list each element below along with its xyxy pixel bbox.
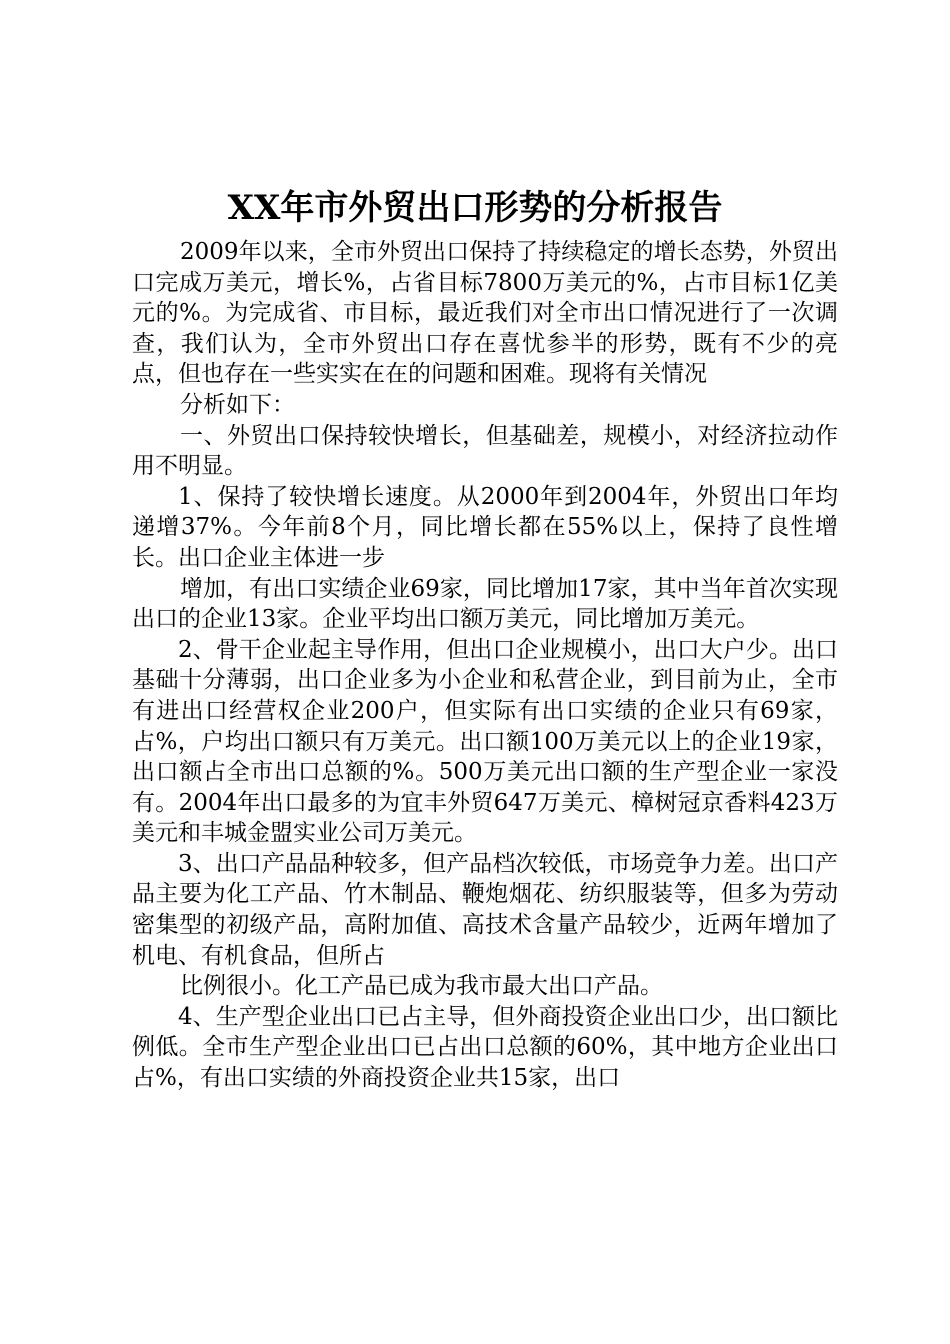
paragraph-item-1: 1、保持了较快增长速度。从2000年到2004年，外贸出口年均递增37%。今年前8个月，同比增长都在55%以上，保持了良性增长。出口企业主体进一步 [132, 483, 838, 571]
paragraph-analysis-lead: 分析如下： [180, 391, 295, 418]
section-heading-1: 一、外贸出口保持较快增长，但基础差，规模小，对经济拉动作用不明显。 [132, 422, 838, 480]
document-title: XX年市外贸出口形势的分析报告 [227, 188, 723, 228]
paragraph-item-2: 2、骨干企业起主导作用，但出口企业规模小，出口大户少。出口基础十分薄弱，出口企业多为小企业和私营企业，到目前为止，全市有进出口经营权企业200户，但实际有出口实绩的企业只有69家，占%，户均出口额只有万美元。出口额100万美元以上的企业19家，出口额占全市出口总额的%。500万美元出口额的生产型企业一家没有。2004年出口最多的为宜丰外贸647万美元、樟树冠京香料423万美元和丰城金盟实业公司万美元。 [132, 636, 838, 847]
document-body [132, 237, 838, 1094]
paragraph-item-1-cont: 增加，有出口实绩企业69家，同比增加17家，其中当年首次实现出口的企业13家。企业平均出口额万美元，同比增加万美元。 [132, 575, 838, 633]
paragraph-item-4: 4、生产型企业出口已占主导，但外商投资企业出口少，出口额比例低。全市生产型企业出口已占出口总额的60%，其中地方企业出口占%，有出口实绩的外商投资企业共15家，出口 [132, 1003, 838, 1092]
paragraph-item-3-cont: 比例很小。化工产品已成为我市最大出口产品。 [180, 973, 663, 1000]
paragraph-intro: 2009年以来，全市外贸出口保持了持续稳定的增长态势，外贸出口完成万美元，增长%，占省目标7800万美元的%，占市目标1亿美元的%。为完成省、市目标，最近我们对全市出口情况进行了一次调查，我们认为，全市外贸出口存在喜忧参半的形势，既有不少的亮点，但也存在一些实实在在的问题和困难。现将有关情况 [132, 239, 838, 388]
paragraph-item-3: 3、出口产品品种较多，但产品档次较低，市场竞争力差。出口产品主要为化工产品、竹木制品、鞭炮烟花、纺织服装等，但多为劳动密集型的初级产品，高附加值、高技术含量产品较少，近两年增加了机电、有机食品，但所占 [132, 850, 838, 969]
